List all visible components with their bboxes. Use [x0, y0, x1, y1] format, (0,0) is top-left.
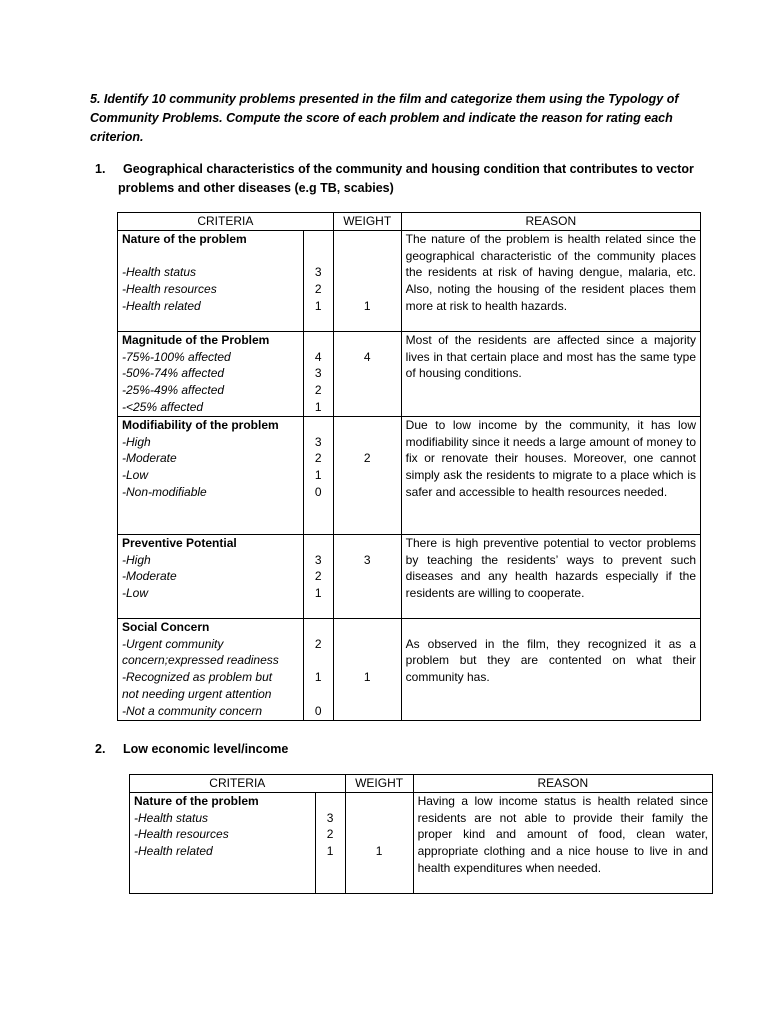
criterion-option: -Health related: [122, 298, 201, 313]
reason-cell: Due to low income by the community, it has low modifiability since it needs a large amount of money to fix or renovate their houses. Moreover, one cannot simply ask the residents to migrate to a place which is safer and accessible to health resources needed.: [401, 416, 700, 534]
criterion-name: Magnitude of the Problem: [122, 332, 270, 347]
weight-header: WEIGHT: [345, 775, 413, 793]
criteria-header: CRITERIA: [118, 213, 334, 231]
assignment-instructions: 5. Identify 10 community problems presented in the film and categorize them using the Typology of Community Problems. Compute the score of each problem and indicate the reason for rating each criterion.: [90, 92, 679, 144]
reason-text: As observed in the film, they recognized it as a problem but they are contented on what their community has.: [405, 636, 696, 685]
criterion-name: Nature of the problem: [134, 793, 259, 808]
score-cell: [303, 618, 333, 720]
criterion-option: -75%-100% affected: [122, 349, 231, 364]
weight-cell: [333, 534, 401, 618]
score-value: 3: [314, 265, 322, 280]
reason-cell: There is high preventive potential to vector problems by teaching the residents’ ways to prevent such diseases and any health hazards especially if the residents are willing to cooperate.: [401, 534, 700, 618]
problem-1-title-line2: problems and other diseases (e.g TB, scabies): [118, 181, 394, 195]
reason-header: REASON: [413, 775, 712, 793]
score-value: 4: [314, 349, 322, 364]
criterion-option: -25%-49% affected: [122, 383, 225, 398]
criterion-option: -Low: [122, 586, 149, 601]
criterion-option: -Recognized as problem but: [122, 670, 273, 685]
table-row: [118, 331, 701, 416]
criterion-name: Preventive Potential: [122, 535, 237, 550]
criterion-option: -Health resources: [134, 827, 229, 842]
table-row: [118, 618, 701, 720]
score-cell: [315, 792, 345, 893]
criterion-option: -Moderate: [122, 451, 177, 466]
problem-1-heading: [95, 160, 695, 198]
weight-value: 2: [363, 451, 371, 466]
score-value: 0: [314, 484, 322, 499]
criterion-option: -High: [122, 434, 151, 449]
criterion-cell: [118, 416, 304, 534]
weight-value: 4: [363, 349, 371, 364]
problem-2-number: 2.: [95, 742, 106, 756]
criterion-cell: [118, 534, 304, 618]
problem-1-criteria-table: [117, 212, 701, 721]
table-row: [130, 792, 713, 893]
criterion-option: -Low: [122, 468, 149, 483]
score-value: 1: [314, 468, 322, 483]
score-value: 2: [314, 569, 322, 584]
problem-2-title: Low economic level/income: [123, 742, 289, 756]
criterion-cell: [118, 331, 304, 416]
score-value: 3: [314, 366, 322, 381]
problem-2-heading: [95, 740, 288, 759]
criterion-name: Social Concern: [122, 619, 210, 634]
problem-1-number: 1.: [95, 162, 106, 176]
score-value: 1: [314, 298, 322, 313]
weight-cell: [345, 792, 413, 893]
score-cell: [303, 534, 333, 618]
score-value: 1: [314, 399, 322, 414]
criterion-cell: [118, 618, 304, 720]
table-row: [118, 230, 701, 331]
reason-cell: [401, 618, 700, 720]
score-value: 3: [314, 434, 322, 449]
score-cell: [303, 416, 333, 534]
criterion-option: concern;expressed readiness: [122, 653, 279, 668]
criterion-option: -Health status: [122, 265, 197, 280]
weight-value: 1: [375, 844, 383, 859]
score-value: 1: [314, 586, 322, 601]
criterion-option: -Not a community concern: [122, 703, 263, 718]
score-value: 1: [326, 844, 334, 859]
criterion-option: -Urgent community: [122, 636, 224, 651]
weight-value: 1: [363, 298, 371, 313]
criteria-header: CRITERIA: [130, 775, 346, 793]
problem-2-criteria-table: [129, 774, 713, 894]
score-value: 2: [326, 827, 334, 842]
score-value: 0: [314, 703, 322, 718]
reason-cell: Having a low income status is health related since residents are not able to provide their family the proper kind and amount of food, clean water, appropriate clothing and a nice house to live in and health expenditures when needed.: [413, 792, 712, 893]
score-value: 2: [314, 636, 322, 651]
table-row: [118, 416, 701, 534]
criterion-option: not needing urgent attention: [122, 686, 272, 701]
weight-cell: [333, 618, 401, 720]
criterion-cell: [118, 230, 304, 331]
criterion-name: Modifiability of the problem: [122, 417, 279, 432]
criterion-option: -Non-modifiable: [122, 484, 207, 499]
weight-value: 1: [363, 670, 371, 685]
problem-1-title-line1: Geographical characteristics of the community and housing condition that contributes to vector: [123, 162, 694, 176]
reason-cell: Most of the residents are affected since a majority lives in that certain place and most has the same type of housing conditions.: [401, 331, 700, 416]
weight-header: WEIGHT: [333, 213, 401, 231]
score-value: 2: [314, 383, 322, 398]
criterion-cell: [130, 792, 316, 893]
criterion-option: -Moderate: [122, 569, 177, 584]
criterion-option: -Health status: [134, 810, 209, 825]
weight-cell: [333, 331, 401, 416]
criterion-option: -50%-74% affected: [122, 366, 225, 381]
weight-value: 3: [363, 552, 371, 567]
score-value: 2: [314, 451, 322, 466]
score-cell: [303, 331, 333, 416]
criterion-option: -<25% affected: [122, 399, 204, 414]
weight-cell: [333, 230, 401, 331]
weight-cell: [333, 416, 401, 534]
criterion-name: Nature of the problem: [122, 231, 247, 246]
criterion-option: -High: [122, 552, 151, 567]
score-value: 3: [314, 552, 322, 567]
reason-header: REASON: [401, 213, 700, 231]
score-value: 3: [326, 810, 334, 825]
score-value: 1: [314, 670, 322, 685]
table-row: [118, 534, 701, 618]
reason-cell: The nature of the problem is health related since the geographical characteristic of the community places the residents at risk of having dengue, malaria, etc. Also, noting the housing of the resident places them more at risk to health hazards.: [401, 230, 700, 331]
criterion-option: -Health resources: [122, 282, 217, 297]
score-value: 2: [314, 282, 322, 297]
criterion-option: -Health related: [134, 844, 213, 859]
score-cell: [303, 230, 333, 331]
